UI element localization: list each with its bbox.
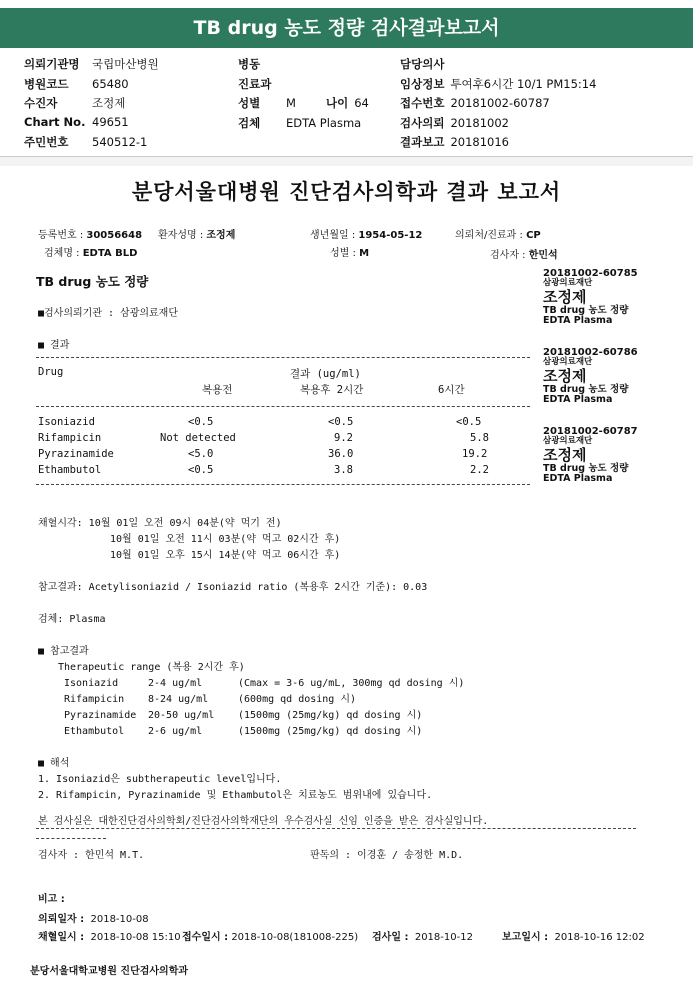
header-resident-no <box>24 134 147 150</box>
range-note: (600mg qd dosing 시) <box>238 694 357 705</box>
range-value: 2-4 ug/ml <box>148 678 203 689</box>
header-key: 의뢰기관명 <box>24 57 80 71</box>
header-doctor <box>400 56 450 72</box>
specimen-value: EDTA BLD <box>82 248 138 259</box>
specimen-sticker <box>543 426 638 485</box>
report-date-label: 보고일시 : <box>502 932 549 943</box>
header-key: 병원코드 <box>24 77 69 91</box>
header-value: 64 <box>354 96 369 110</box>
report-banner: TB drug 농도 정량 검사결과보고서 <box>0 8 693 48</box>
col-pre: 복용전 <box>202 384 233 396</box>
test-date-label: 검사일 : <box>372 932 409 943</box>
sex-label: 성별 : <box>330 248 356 259</box>
cell-pre: <0.5 <box>188 416 214 428</box>
header-key: 나이 <box>326 96 349 110</box>
cell-pre: Not detected <box>160 432 236 444</box>
range-row <box>64 674 464 689</box>
dept <box>455 226 541 241</box>
sticker-name: 조정제 <box>543 366 587 385</box>
scanned-report <box>0 166 693 983</box>
sticker-code: 20181002-60787 <box>543 426 638 437</box>
header-key: 수진자 <box>24 96 58 110</box>
reader-signature: 판독의 : 이경훈 / 송정한 M.D. <box>310 850 464 861</box>
sticker-specimen: EDTA Plasma <box>543 473 613 485</box>
reg-label: 등록번호 : <box>38 230 84 241</box>
test-date-value: 2018-10-12 <box>414 932 473 943</box>
receive-date-value: 2018-10-08(181008-225) <box>231 932 359 943</box>
specimen-name <box>44 244 137 259</box>
patient-value: 조정제 <box>206 230 236 241</box>
range-drug: Isoniazid <box>64 678 119 689</box>
section-title: TB drug 농도 정량 <box>36 274 149 289</box>
cell-6h: 2.2 <box>470 464 489 476</box>
result-heading: ■ 결과 <box>38 340 70 351</box>
header-sex <box>238 95 296 111</box>
request-date-value: 2018-10-08 <box>90 914 149 925</box>
range-row <box>64 706 422 721</box>
reg-no <box>38 226 142 241</box>
cell-pre: <0.5 <box>188 464 214 476</box>
sticker-org: 삼광의료재단 <box>543 357 593 368</box>
col-drug: Drug <box>38 366 64 378</box>
header-value: 조정제 <box>92 96 126 110</box>
header-value: 49651 <box>92 115 129 129</box>
dept-label: 의뢰처/진료과 : <box>455 230 523 241</box>
receive-date-label: 접수일시 : <box>182 932 229 943</box>
header-key: 임상정보 <box>400 77 445 91</box>
patient-name <box>158 226 235 241</box>
reference-heading: ■ 참고결과 <box>38 646 89 657</box>
receive-date <box>182 928 358 943</box>
sticker-specimen: EDTA Plasma <box>543 394 613 406</box>
cell-drug: Isoniazid <box>38 416 95 428</box>
dob-label: 생년월일 : <box>310 230 356 241</box>
interpretation-heading: ■ 해석 <box>38 758 70 769</box>
range-value: 20-50 ug/ml <box>148 710 215 721</box>
sampling-line-2: 10월 01일 오전 11시 03분(약 먹고 02시간 후) <box>110 534 341 545</box>
cell-6h: 5.8 <box>470 432 489 444</box>
range-value: 2-6 ug/ml <box>148 726 203 737</box>
report-date-value: 2018-10-16 12:02 <box>554 932 645 943</box>
request-header <box>0 52 693 152</box>
sticker-specimen: EDTA Plasma <box>543 315 613 327</box>
institution-line: ■검사의뢰기관 : 삼광의료재단 <box>38 308 179 319</box>
dept-value: CP <box>526 230 541 241</box>
col-6h: 6시간 <box>438 384 465 396</box>
sex <box>330 244 369 259</box>
tester-signature: 검사자 : 한민석 M.T. <box>38 850 145 861</box>
cell-6h: 19.2 <box>462 448 488 460</box>
range-value: 8-24 ug/ml <box>148 694 209 705</box>
range-drug: Pyrazinamide <box>64 710 137 721</box>
request-date-label: 의뢰일자 : <box>38 914 85 925</box>
specimen-line: 검체: Plasma <box>38 614 106 625</box>
footer-department: 분당서울대학교병원 진단검사의학과 <box>30 966 189 977</box>
header-key: 검체 <box>238 116 261 130</box>
cell-2h: 36.0 <box>328 448 354 460</box>
table-rule-top <box>36 357 530 358</box>
sex-value: M <box>359 248 370 259</box>
cell-2h: <0.5 <box>328 416 354 428</box>
dob-value: 1954-05-12 <box>358 230 423 241</box>
header-value: 540512-1 <box>92 135 148 149</box>
header-hospital-code <box>24 76 129 92</box>
sticker-test: TB drug 농도 정량 <box>543 462 629 474</box>
header-institution <box>24 56 159 72</box>
header-ward <box>238 56 266 72</box>
test-date <box>372 928 473 943</box>
reg-value: 30056648 <box>86 230 143 241</box>
sticker-code: 20181002-60785 <box>543 268 638 279</box>
dob <box>310 226 422 241</box>
sticker-name: 조정제 <box>543 445 587 464</box>
cell-2h: 3.8 <box>334 464 353 476</box>
sticker-name: 조정제 <box>543 287 587 306</box>
header-key: 결과보고 <box>400 135 445 149</box>
specimen-sticker <box>543 268 638 327</box>
range-drug: Ethambutol <box>64 726 125 737</box>
report-title: 분당서울대병원 진단검사의학과 결과 보고서 <box>131 180 562 204</box>
table-rule-bottom <box>36 484 530 485</box>
sticker-test: TB drug 농도 정량 <box>543 383 629 395</box>
header-value: 국립마산병원 <box>92 57 159 71</box>
sampling-line-1: 채혈시각: 10월 01일 오전 09시 04분(약 먹기 전) <box>38 518 282 529</box>
certification-line: 본 검사실은 대한진단검사의학회/진단검사의학재단의 우수검사실 신임 인증을 받은 검사실입니다. <box>38 816 489 827</box>
tester-value: 한민석 <box>528 250 558 261</box>
request-date <box>38 910 149 925</box>
header-patient <box>24 95 125 111</box>
header-clinical-info <box>400 76 596 92</box>
range-note: (1500mg (25mg/kg) qd dosing 시) <box>238 726 423 737</box>
header-value: 투여후6시간 10/1 PM15:14 <box>450 77 597 91</box>
report-date <box>502 928 645 943</box>
range-note: (Cmax = 3-6 ug/mL, 300mg qd dosing 시) <box>238 678 465 689</box>
header-key: 주민번호 <box>24 135 69 149</box>
tester-label: 검사자 : <box>490 250 526 261</box>
collect-date-label: 채혈일시 : <box>38 932 85 943</box>
cell-6h: <0.5 <box>456 416 482 428</box>
cert-rule-1 <box>36 828 636 829</box>
sticker-code: 20181002-60786 <box>543 347 638 358</box>
header-report <box>400 134 509 150</box>
reference-result: 참고결과: Acetylisoniazid / Isoniazid ratio (복용후 2시간 기준): 0.03 <box>38 582 428 593</box>
therapeutic-range: Therapeutic range (복용 2시간 후) <box>58 662 245 673</box>
tester <box>490 246 558 261</box>
header-value: 20181002 <box>450 116 509 130</box>
sampling-line-3: 10월 01일 오후 15시 14분(약 먹고 06시간 후) <box>110 550 341 561</box>
section-divider <box>0 156 693 166</box>
header-key: 검사의뢰 <box>400 116 445 130</box>
interpretation-line-1: 1. Isoniazid은 subtherapeutic level입니다. <box>38 774 282 785</box>
header-receipt-no <box>400 95 550 111</box>
header-key: 성별 <box>238 96 261 110</box>
header-value: EDTA Plasma <box>286 116 362 130</box>
patient-label: 환자성명 : <box>158 230 204 241</box>
cell-pre: <5.0 <box>188 448 214 460</box>
range-row <box>64 690 356 705</box>
specimen-label: 검체명 : <box>44 248 80 259</box>
header-key: 진료과 <box>238 77 272 91</box>
range-row <box>64 722 422 737</box>
sticker-org: 삼광의료재단 <box>543 278 593 289</box>
table-rule-mid <box>36 406 530 407</box>
cell-drug: Rifampicin <box>38 432 102 444</box>
range-note: (1500mg (25mg/kg) qd dosing 시) <box>238 710 423 721</box>
collect-date <box>38 928 181 943</box>
header-specimen <box>238 115 361 131</box>
cell-drug: Ethambutol <box>38 464 102 476</box>
header-key: 병동 <box>238 57 261 71</box>
col-2h: 복용후 2시간 <box>300 384 364 396</box>
sticker-org: 삼광의료재단 <box>543 436 593 447</box>
header-department <box>238 76 277 92</box>
header-chart-no <box>24 115 129 129</box>
collect-date-value: 2018-10-08 15:10 <box>90 932 181 943</box>
header-request <box>400 115 509 131</box>
interpretation-line-2: 2. Rifampicin, Pyrazinamide 및 Ethambutol은 치료농도 범위내에 있습니다. <box>38 790 433 801</box>
cell-drug: Pyrazinamide <box>38 448 114 460</box>
header-age <box>326 95 369 111</box>
cert-rule-2 <box>36 838 106 839</box>
header-key: 접수번호 <box>400 96 445 110</box>
header-key: 담당의사 <box>400 57 445 71</box>
specimen-sticker <box>543 347 638 406</box>
range-drug: Rifampicin <box>64 694 125 705</box>
col-result: 결과 (ug/ml) <box>290 368 361 380</box>
header-value: M <box>286 96 296 110</box>
header-value: 20181016 <box>450 135 509 149</box>
header-value: 20181002-60787 <box>450 96 550 110</box>
sticker-test: TB drug 농도 정량 <box>543 304 629 316</box>
note-label: 비고 : <box>38 894 65 905</box>
header-key: Chart No. <box>24 115 86 129</box>
cell-2h: 9.2 <box>334 432 353 444</box>
header-value: 65480 <box>92 77 129 91</box>
